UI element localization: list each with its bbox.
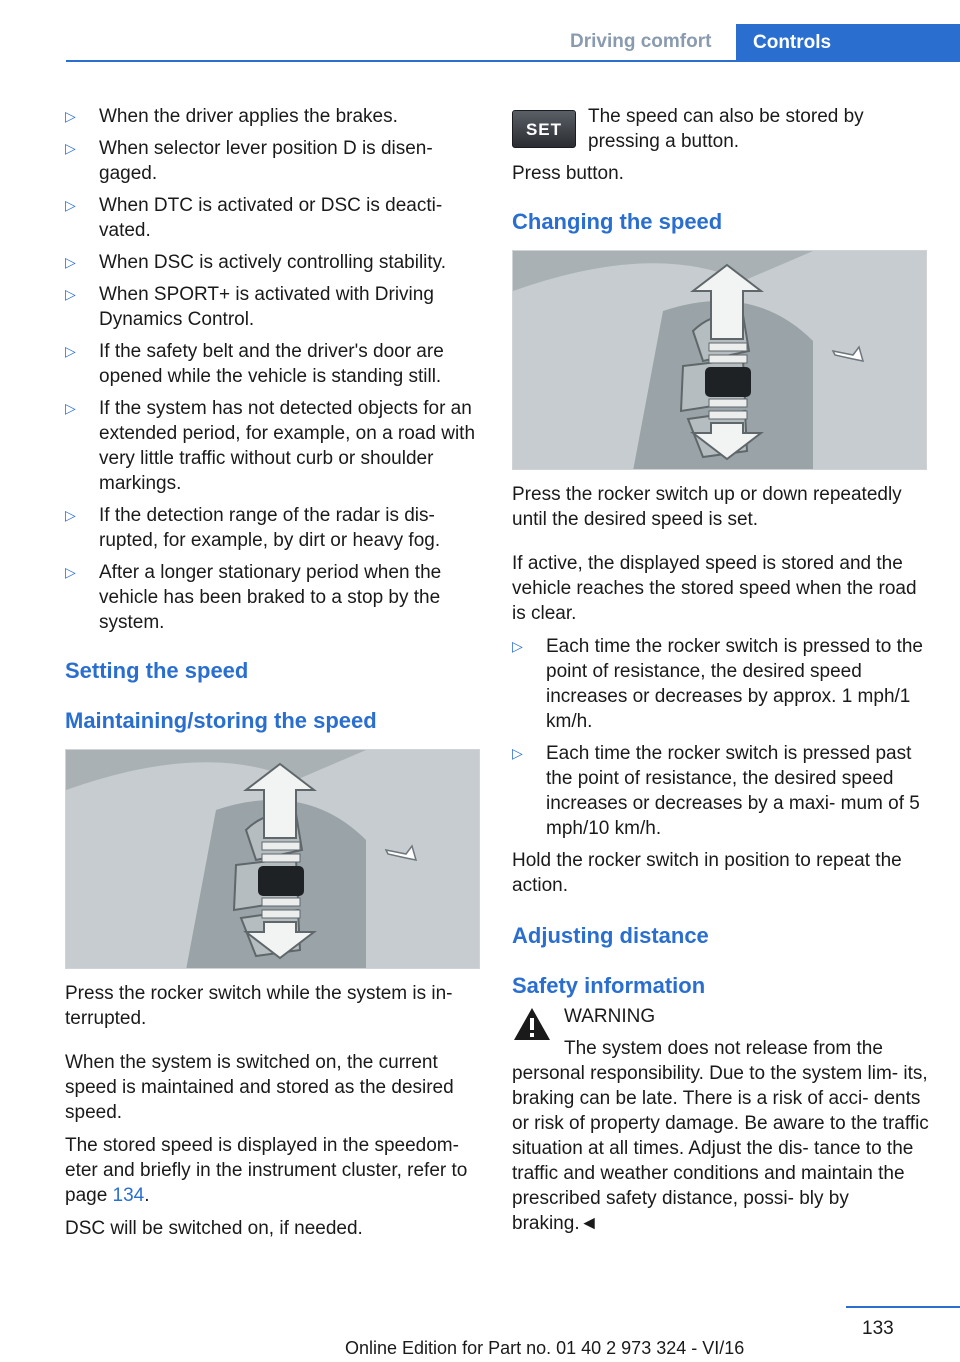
paragraph-if-active: If active, the displayed speed is stored and the vehicle reaches the stored speed when the road is clear.	[512, 553, 917, 624]
bullet-triangle-icon: ▷	[65, 400, 76, 416]
warning-label: WARNING	[564, 1006, 656, 1027]
warning-triangle-icon	[512, 1006, 552, 1042]
paragraph-press-button: Press button.	[512, 163, 624, 184]
header-chapter-tab: Controls	[736, 24, 960, 62]
bullet-triangle-icon: ▷	[65, 507, 76, 523]
bullet-triangle-icon: ▷	[65, 286, 76, 302]
warning-block	[512, 1004, 930, 1029]
paragraph-switched-on: When the system is switched on, the current speed is maintained and stored as the desired speed.	[65, 1052, 454, 1123]
paragraph-press-rocker: Press the rocker switch while the system is in‐ terrupted.	[65, 983, 453, 1029]
rocker-switch-illustration	[66, 750, 480, 969]
right-column	[512, 104, 930, 1236]
paragraph-hold-rocker: Hold the rocker switch in position to repeat the action.	[512, 850, 902, 896]
list-item: ▷ Each time the rocker switch is pressed past the point of resistance, the desired speed increases or decreases by a maxi‐ mum of 5 mph/10 km/h.	[512, 743, 920, 839]
heading-setting-speed: Setting the speed	[65, 658, 249, 683]
page-number: 133	[862, 1318, 894, 1339]
set-button-description: The speed can also be stored by pressing a button.	[588, 106, 864, 152]
heading-adjusting-distance: Adjusting distance	[512, 923, 709, 948]
footer-rule	[846, 1306, 960, 1308]
list-item: ▷ If the detection range of the radar is dis‐ rupted, for example, by dirt or heavy fog.	[65, 505, 441, 551]
bullet-triangle-icon: ▷	[65, 140, 76, 156]
list-item: ▷ When DSC is actively controlling stability.	[65, 252, 447, 273]
bullet-triangle-icon: ▷	[512, 745, 523, 761]
list-item: ▷ If the system has not detected objects for an extended period, for example, on a road with very little traffic without curb or shoulder markings.	[65, 398, 476, 494]
deactivation-conditions-list	[65, 104, 480, 635]
list-item: ▷ Each time the rocker switch is pressed to the point of resistance, the desired speed increases or decreases by approx. 1 mph/1 km/h.	[512, 636, 923, 732]
warning-text: The system does not release from the personal responsibility. Due to the system lim‐ its, braking can be late. There is a risk of acci‐ dents or risk of property damage. Be aware to the traffic situation at all times. Adjust the dis‐ tance to the traffic and weather conditions and maintain the prescribed safety distance, possi‐ bly by braking.◄	[512, 1038, 929, 1234]
bullet-triangle-icon: ▷	[65, 343, 76, 359]
left-column	[65, 104, 480, 1241]
bullet-triangle-icon: ▷	[65, 108, 76, 124]
bullet-triangle-icon: ▷	[65, 564, 76, 580]
list-item: ▷ When the driver applies the brakes.	[65, 106, 398, 127]
heading-safety-information: Safety information	[512, 973, 706, 998]
edition-info: Online Edition for Part no. 01 40 2 973 324 - VI/16	[345, 1338, 745, 1358]
list-item: ▷ When SPORT+ is activated with Driving Dynamics Control.	[65, 284, 434, 330]
paragraph-dsc: DSC will be switched on, if needed.	[65, 1218, 363, 1239]
rocker-switch-illustration	[513, 251, 927, 470]
heading-changing-speed: Changing the speed	[512, 209, 723, 234]
header-section-title: Driving comfort	[570, 31, 712, 52]
paragraph-rocker-repeat: Press the rocker switch up or down repeatedly until the desired speed is set.	[512, 484, 902, 530]
rocker-behavior-list	[512, 634, 930, 841]
set-button-row	[512, 104, 930, 154]
page-reference-link[interactable]: 134	[112, 1185, 145, 1206]
list-item: ▷ When DTC is activated or DSC is deacti‐ vated.	[65, 195, 443, 241]
steering-wheel-rocker-figure-2	[512, 250, 927, 470]
header-rule	[66, 60, 960, 62]
set-button-icon: SET	[512, 110, 576, 148]
paragraph-stored-speed: The stored speed is displayed in the speedom‐ eter and briefly in the instrument cluster, refer to page 134.	[65, 1135, 468, 1206]
heading-maintaining-speed: Maintaining/storing the speed	[65, 708, 377, 733]
bullet-triangle-icon: ▷	[65, 254, 76, 270]
bullet-triangle-icon: ▷	[65, 197, 76, 213]
list-item: ▷ When selector lever position D is disen‐ gaged.	[65, 138, 433, 184]
list-item: ▷ If the safety belt and the driver's door are opened while the vehicle is standing still.	[65, 341, 444, 387]
steering-wheel-rocker-figure	[65, 749, 480, 969]
bullet-triangle-icon: ▷	[512, 638, 523, 654]
list-item: ▷ After a longer stationary period when the vehicle has been braked to a stop by the system.	[65, 562, 442, 633]
